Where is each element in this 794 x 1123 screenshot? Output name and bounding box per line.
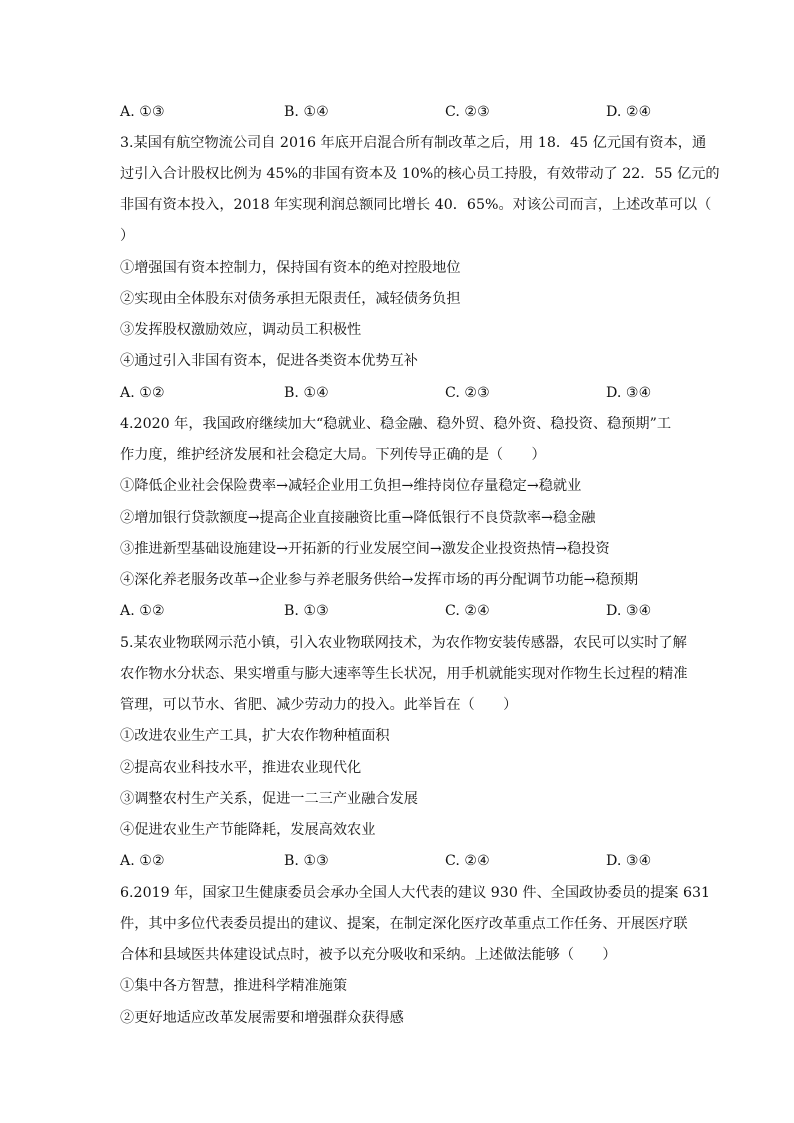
q4-statement-1: ①降低企业社会保险费率→减轻企业用工负担→维持岗位存量稳定→稳就业 — [120, 478, 582, 494]
q3-option-b[interactable]: B. ①④ — [284, 385, 329, 401]
q3-stem-line: ） — [120, 228, 135, 244]
q4-options — [120, 601, 680, 621]
q3-statement-3: ③发挥股权激励效应，调动员工积极性 — [120, 322, 362, 338]
q4-option-a[interactable]: A. ①② — [120, 603, 165, 619]
q4-statement-3: ③推进新型基础设施建设→开拓新的行业发展空间→激发企业投资热情→稳投资 — [120, 541, 610, 557]
q5-option-b[interactable]: B. ①③ — [284, 853, 329, 869]
q5-option-d[interactable]: D. ③④ — [606, 853, 652, 869]
q5-stem-line: 管理，可以节水、省肥、减少劳动力的投入。此举旨在（ ） — [120, 697, 518, 713]
q4-option-b[interactable]: B. ①③ — [284, 603, 329, 619]
q4-stem-line: 4.2020 年，我国政府继续加大“稳就业、稳金融、稳外贸、稳外资、稳投资、稳预期”工 — [120, 416, 672, 432]
q2-option-c[interactable]: C. ②③ — [445, 104, 490, 120]
q2-option-d[interactable]: D. ②④ — [606, 104, 652, 120]
q5-statement-3: ③调整农村生产关系，促进一二三产业融合发展 — [120, 791, 418, 807]
q5-option-a[interactable]: A. ①② — [120, 853, 165, 869]
q3-statement-4: ④通过引入非国有资本，促进各类资本优势互补 — [120, 353, 418, 369]
q5-options — [120, 851, 680, 871]
q5-statement-1: ①改进农业生产工具，扩大农作物种植面积 — [120, 728, 390, 744]
q2-options — [120, 102, 680, 122]
q3-stem-line: 3.某国有航空物流公司自 2016 年底开启混合所有制改革之后，用 18．45 亿元国有资本，通 — [120, 135, 707, 151]
q4-stem-line: 作力度，维护经济发展和社会稳定大局。下列传导正确的是（ ） — [120, 447, 546, 463]
q4-statement-2: ②增加银行贷款额度→提高企业直接融资比重→降低银行不良贷款率→稳金融 — [120, 510, 596, 526]
q6-stem-line: 件，其中多位代表委员提出的建议、提案，在制定深化医疗改革重点工作任务、开展医疗联 — [120, 916, 688, 932]
q6-stem-line: 6.2019 年，国家卫生健康委员会承办全国人大代表的建议 930 件、全国政协委员的提案 631 — [120, 885, 711, 901]
q6-statement-2: ②更好地适应改革发展需要和增强群众获得感 — [120, 1010, 404, 1026]
q5-statement-2: ②提高农业科技水平，推进农业现代化 — [120, 760, 362, 776]
q3-option-d[interactable]: D. ③④ — [606, 385, 652, 401]
q3-stem-line: 非国有资本投入，2018 年实现利润总额同比增长 40．65%。对该公司而言，上述改革可以（ — [120, 197, 712, 213]
q3-options — [120, 383, 680, 403]
q4-option-c[interactable]: C. ②④ — [445, 603, 490, 619]
q6-statement-1: ①集中各方智慧，推进科学精准施策 — [120, 978, 348, 994]
q5-statement-4: ④促进农业生产节能降耗，发展高效农业 — [120, 822, 376, 838]
q3-stem-line: 过引入合计股权比例为 45%的非国有资本及 10%的核心员工持股，有效带动了 22．55 亿元的 — [120, 166, 720, 182]
q3-statement-2: ②实现由全体股东对债务承担无限责任，减轻债务负担 — [120, 291, 461, 307]
q4-statement-4: ④深化养老服务改革→企业参与养老服务供给→发挥市场的再分配调节功能→稳预期 — [120, 572, 639, 588]
q3-statement-1: ①增强国有资本控制力，保持国有资本的绝对控股地位 — [120, 260, 461, 276]
q5-stem-line: 5.某农业物联网示范小镇，引入农业物联网技术，为农作物安装传感器，农民可以实时了解 — [120, 635, 687, 651]
q3-option-c[interactable]: C. ②③ — [445, 385, 490, 401]
q2-option-a[interactable]: A. ①③ — [120, 104, 165, 120]
q5-option-c[interactable]: C. ②④ — [445, 853, 490, 869]
q5-stem-line: 农作物水分状态、果实增重与膨大速率等生长状况，用手机就能实现对作物生长过程的精准 — [120, 666, 688, 682]
q4-option-d[interactable]: D. ③④ — [606, 603, 652, 619]
q2-option-b[interactable]: B. ①④ — [284, 104, 329, 120]
q3-option-a[interactable]: A. ①② — [120, 385, 165, 401]
q6-stem-line: 合体和县域医共体建设试点时，被予以充分吸收和采纳。上述做法能够（ ） — [120, 947, 617, 963]
